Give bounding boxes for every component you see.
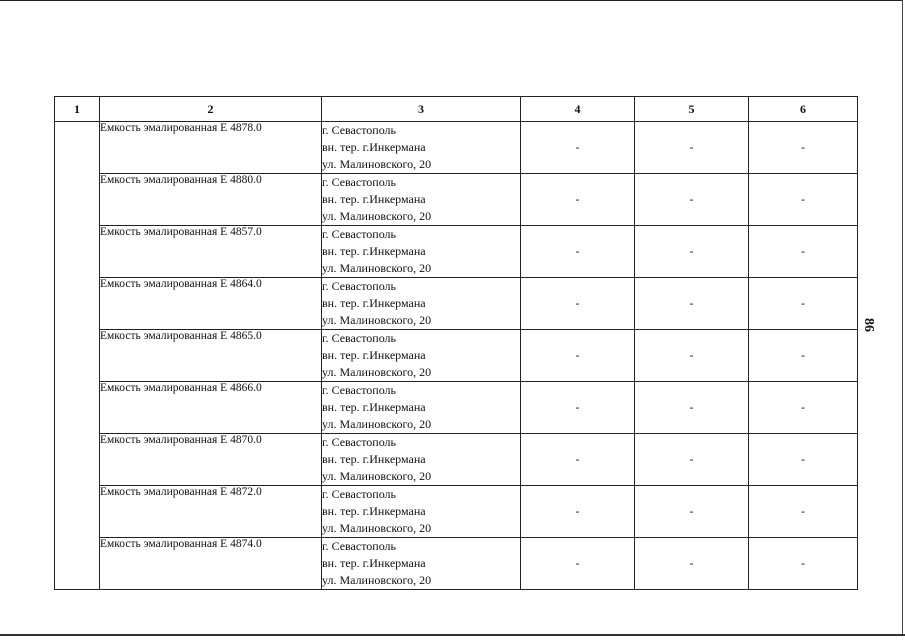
cell-col5: - bbox=[635, 434, 749, 486]
address-line: вн. тер. г.Инкермана bbox=[322, 451, 426, 466]
address-line: ул. Малиновского, 20 bbox=[322, 156, 432, 171]
address-line: г. Севастополь bbox=[322, 123, 397, 137]
item-address bbox=[322, 330, 521, 382]
column-header-3: 3 bbox=[322, 97, 521, 122]
address-line: вн. тер. г.Инкермана bbox=[322, 191, 426, 206]
address-line: г. Севастополь bbox=[322, 539, 397, 553]
cell-col5: - bbox=[635, 538, 749, 590]
cell-col6: - bbox=[749, 486, 858, 538]
cell-col5: - bbox=[635, 174, 749, 226]
item-address bbox=[322, 434, 521, 486]
cell-col6: - bbox=[749, 538, 858, 590]
page-bottom-edge bbox=[0, 634, 905, 636]
table-row bbox=[55, 434, 858, 486]
address-line: г. Севастополь bbox=[322, 435, 397, 449]
column-header-2: 2 bbox=[100, 97, 322, 122]
row-number-cell bbox=[55, 122, 100, 590]
address-line: г. Севастополь bbox=[322, 175, 397, 189]
item-address bbox=[322, 174, 521, 226]
column-header-6: 6 bbox=[749, 97, 858, 122]
table-row bbox=[55, 226, 858, 278]
cell-col5: - bbox=[635, 382, 749, 434]
address-line: вн. тер. г.Инкермана bbox=[322, 399, 426, 414]
address-line: вн. тер. г.Инкермана bbox=[322, 243, 426, 258]
cell-col6: - bbox=[749, 330, 858, 382]
table-row bbox=[55, 330, 858, 382]
cell-col5: - bbox=[635, 330, 749, 382]
cell-col6: - bbox=[749, 226, 858, 278]
page-number: 86 bbox=[861, 318, 876, 332]
cell-col5: - bbox=[635, 122, 749, 174]
address-line: ул. Малиновского, 20 bbox=[322, 468, 432, 483]
cell-col4: - bbox=[521, 434, 635, 486]
address-line: вн. тер. г.Инкермана bbox=[322, 139, 426, 154]
cell-col4: - bbox=[521, 538, 635, 590]
address-line: ул. Малиновского, 20 bbox=[322, 260, 432, 275]
column-header-5: 5 bbox=[635, 97, 749, 122]
item-name: Емкость эмалированная Е 4857.0 bbox=[100, 226, 322, 278]
assets-table bbox=[54, 96, 858, 590]
table-row bbox=[55, 538, 858, 590]
address-line: ул. Малиновского, 20 bbox=[322, 572, 432, 587]
address-line: вн. тер. г.Инкермана bbox=[322, 347, 426, 362]
address-line: ул. Малиновского, 20 bbox=[322, 208, 432, 223]
cell-col4: - bbox=[521, 382, 635, 434]
address-line: ул. Малиновского, 20 bbox=[322, 364, 432, 379]
address-line: г. Севастополь bbox=[322, 227, 397, 241]
table-row bbox=[55, 122, 858, 174]
column-header-4: 4 bbox=[521, 97, 635, 122]
cell-col4: - bbox=[521, 278, 635, 330]
column-header-1: 1 bbox=[55, 97, 100, 122]
item-address bbox=[322, 538, 521, 590]
address-line: ул. Малиновского, 20 bbox=[322, 520, 432, 535]
cell-col6: - bbox=[749, 174, 858, 226]
cell-col4: - bbox=[521, 174, 635, 226]
address-line: ул. Малиновского, 20 bbox=[322, 416, 432, 431]
cell-col5: - bbox=[635, 486, 749, 538]
address-line: г. Севастополь bbox=[322, 331, 397, 345]
cell-col6: - bbox=[749, 122, 858, 174]
cell-col4: - bbox=[521, 486, 635, 538]
item-name: Емкость эмалированная Е 4880.0 bbox=[100, 174, 322, 226]
table-row bbox=[55, 382, 858, 434]
table-row bbox=[55, 174, 858, 226]
address-line: вн. тер. г.Инкермана bbox=[322, 555, 426, 570]
item-name: Емкость эмалированная Е 4866.0 bbox=[100, 382, 322, 434]
item-name: Емкость эмалированная Е 4865.0 bbox=[100, 330, 322, 382]
header-row bbox=[55, 97, 858, 122]
item-name: Емкость эмалированная Е 4870.0 bbox=[100, 434, 322, 486]
item-address bbox=[322, 278, 521, 330]
item-name: Емкость эмалированная Е 4878.0 bbox=[100, 122, 322, 174]
address-line: ул. Малиновского, 20 bbox=[322, 312, 432, 327]
cell-col4: - bbox=[521, 330, 635, 382]
item-name: Емкость эмалированная Е 4874.0 bbox=[100, 538, 322, 590]
cell-col4: - bbox=[521, 226, 635, 278]
address-line: г. Севастополь bbox=[322, 279, 397, 293]
item-name: Емкость эмалированная Е 4872.0 bbox=[100, 486, 322, 538]
item-address bbox=[322, 486, 521, 538]
address-line: г. Севастополь bbox=[322, 487, 397, 501]
cell-col5: - bbox=[635, 278, 749, 330]
item-address bbox=[322, 226, 521, 278]
item-name: Емкость эмалированная Е 4864.0 bbox=[100, 278, 322, 330]
item-address bbox=[322, 122, 521, 174]
table-row bbox=[55, 278, 858, 330]
address-line: вн. тер. г.Инкермана bbox=[322, 503, 426, 518]
cell-col5: - bbox=[635, 226, 749, 278]
address-line: вн. тер. г.Инкермана bbox=[322, 295, 426, 310]
cell-col4: - bbox=[521, 122, 635, 174]
address-line: г. Севастополь bbox=[322, 383, 397, 397]
cell-col6: - bbox=[749, 278, 858, 330]
cell-col6: - bbox=[749, 382, 858, 434]
table-row bbox=[55, 486, 858, 538]
page-right-edge bbox=[902, 0, 903, 636]
item-address bbox=[322, 382, 521, 434]
page-top-edge bbox=[0, 0, 903, 1]
cell-col6: - bbox=[749, 434, 858, 486]
